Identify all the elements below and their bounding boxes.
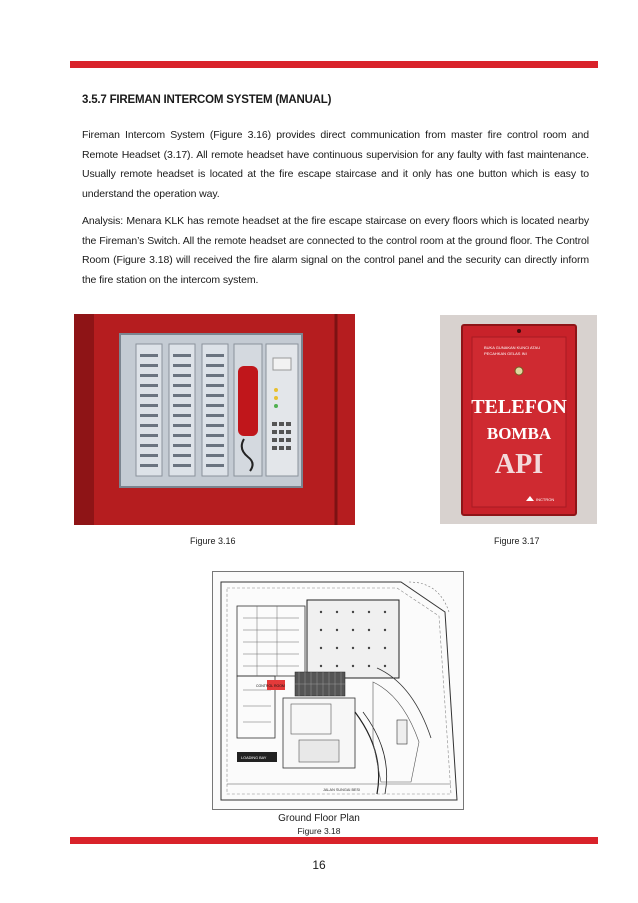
maker-label: INCTRON	[536, 497, 555, 502]
intercom-panel-illustration	[74, 314, 355, 525]
loading-bay-label: LOADING BAY	[241, 756, 267, 760]
floor-plan-title: Ground Floor Plan	[278, 813, 360, 824]
paragraph-intro: Fireman Intercom System (Figure 3.16) provides direct communication from master fire control room and Remote Headset (3.17). All remote headset have continuous supervision for any faulty with fast maintenance. Usually remote headset is located at the fire escape staircase and it only has one button which is easy to understand the operation way.	[82, 129, 589, 200]
sign-bomba: BOMBA	[486, 424, 552, 443]
figure-3-16-photo	[74, 314, 355, 525]
page-number: 16	[312, 858, 326, 872]
caption-figure-3-18: Figure 3.18	[297, 826, 341, 836]
sign-instruction-2: PECAHKAN GELAS INI	[484, 351, 527, 356]
road-label: JALAN SUNGAI BESI	[323, 788, 361, 792]
header-rule	[70, 61, 598, 68]
control-room-label: CONTROL ROOM	[256, 684, 285, 688]
figure-3-18-floor-plan	[212, 571, 464, 810]
sign-telefon: TELEFON	[471, 396, 567, 418]
sign-api: API	[494, 449, 544, 480]
caption-figure-3-17: Figure 3.17	[494, 536, 540, 546]
telefon-bomba-box	[440, 315, 597, 524]
footer-rule	[70, 837, 598, 844]
figure-3-17-photo	[440, 315, 597, 524]
section-heading: 3.5.7 FIREMAN INTERCOM SYSTEM (MANUAL)	[82, 94, 332, 106]
floor-plan-drawing	[213, 572, 463, 809]
sign-instruction-1: BUKA GUNAKAN KUNCI ATAU	[484, 345, 541, 350]
caption-figure-3-16: Figure 3.16	[190, 536, 236, 546]
paragraph-analysis: Analysis: Menara KLK has remote headset at the fire escape staircase on every floors which is located nearby the Fireman’s Switch. All the remote headset are connected to the control room at the ground floor. The Control Room (Figure 3.18) will received the fire alarm signal on the control panel and the security can directly inform the fire station on the intercom system.	[82, 215, 589, 286]
